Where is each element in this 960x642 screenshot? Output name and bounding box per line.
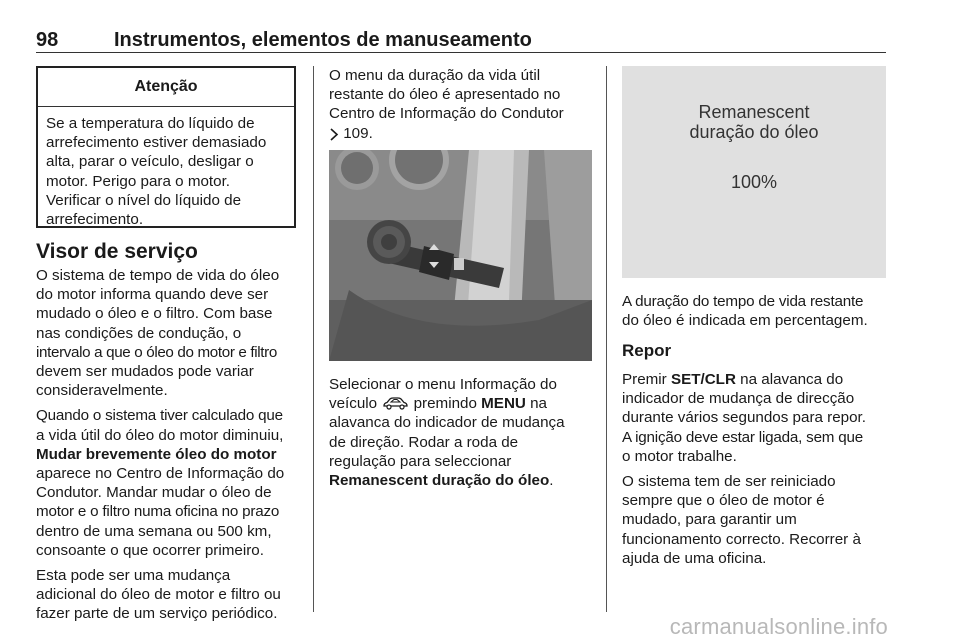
page-number: 98 [36, 29, 59, 51]
text-fragment: premindo [413, 395, 477, 413]
driver-info-display [622, 66, 886, 278]
page-reference[interactable] [329, 124, 599, 143]
note-line: alta, parar o veículo, desligar o [46, 153, 254, 171]
text-line: mudado o óleo e o filtro. Com base [36, 305, 273, 323]
chapter-title: Instrumentos, elementos de manuseamento [114, 29, 532, 51]
text-line [622, 370, 897, 389]
text-line: durante vários segundos para repor. [622, 409, 867, 427]
text-line: fazer parte de um serviço periódico. [36, 605, 278, 623]
display-title-line2: duração do óleo [689, 122, 819, 142]
text-line: Selecionar o menu Informação do [329, 376, 557, 393]
note-line: arrefecimento estiver demasiado [46, 134, 267, 152]
text-line: restante do óleo é apresentado no [329, 86, 561, 104]
text-line: A duração do tempo de vida restante [622, 293, 864, 310]
display-caption [622, 292, 897, 330]
text-line: Quando o sistema tiver calculado que [36, 407, 283, 425]
message-oil-change-soon: Mudar brevemente óleo do motor [36, 445, 277, 463]
text-line: sempre que o óleo de motor é [622, 492, 825, 510]
text-fragment: veículo [329, 395, 378, 413]
oil-life-percentage: 100% [730, 172, 778, 192]
note-line: motor. Perigo para o motor. [46, 172, 231, 190]
text-line: A ignição deve estar ligada, sem que [622, 428, 864, 446]
text-line: intervalo a que o óleo do motor e filtro [36, 343, 277, 361]
text-line: motor e o filtro numa oficina no prazo [36, 503, 280, 521]
column-divider-1 [313, 66, 314, 612]
section-body [36, 266, 306, 630]
text-line: dentro de uma semana ou 500 km, [36, 522, 272, 540]
text-line: indicador de mudança de direcção [622, 390, 855, 408]
text-line: devem ser mudados pode variar [36, 363, 254, 381]
display-title-line1: Remanescent [698, 102, 810, 122]
attention-heading: Atenção [38, 68, 294, 107]
turn-signal-lever-photo [329, 150, 592, 361]
paragraph-reset [622, 370, 897, 466]
paragraph-additional-change [36, 566, 306, 624]
text-line: consideravelmente. [36, 382, 168, 400]
text-line [329, 394, 604, 413]
paragraph-oil-change-warning [36, 406, 306, 560]
reset-heading: Repor [622, 341, 672, 360]
note-line: Verificar o nível do líquido de [46, 191, 242, 209]
text-line: do motor informa quando deve ser [36, 286, 269, 304]
paragraph-reset-requirement [622, 472, 897, 568]
text-line: do óleo é indicada em percentagem. [622, 312, 868, 330]
menu-button-label: MENU [481, 395, 526, 413]
page-header [36, 28, 886, 52]
header-rule [36, 52, 886, 53]
text-line: O menu da duração da vida útil [329, 67, 541, 84]
page-reference-icon [329, 128, 339, 141]
text-fragment: . [549, 472, 554, 490]
text-line: Centro de Informação do Condutor [329, 105, 564, 123]
text-fragment: na alavanca do [740, 371, 844, 388]
text-line: regulação para seleccionar [329, 452, 512, 470]
note-line: Se a temperatura do líquido de [46, 115, 255, 132]
text-line: aparece no Centro de Informação do [36, 465, 285, 483]
text-line: consoante o que ocorrer primeiro. [36, 541, 264, 559]
note-line: arrefecimento. [46, 211, 144, 229]
section-heading: Visor de serviço [36, 240, 198, 263]
text-line: a vida útil do óleo do motor diminuiu, [36, 426, 284, 444]
text-line: ajuda de uma oficina. [622, 549, 767, 567]
car-icon [381, 395, 409, 411]
text-fragment: Premir [622, 371, 667, 388]
text-line: mudado, para garantir um [622, 511, 797, 529]
text-line: O sistema de tempo de vida do óleo [36, 267, 280, 284]
attention-text [38, 107, 294, 229]
watermark: carmanualsonline.info [669, 614, 888, 639]
text-line [329, 471, 604, 490]
paragraph-oil-life-system [36, 266, 306, 400]
text-fragment: na [530, 395, 548, 413]
page-reference-number: 109. [343, 124, 373, 142]
menu-item-oil-life: Remanescent duração do óleo [329, 472, 550, 490]
attention-note [36, 66, 296, 228]
text-line: adicional do óleo de motor e filtro ou [36, 586, 281, 604]
text-line: o motor trabalhe. [622, 447, 737, 465]
column-divider-2 [606, 66, 607, 612]
text-line: Condutor. Mandar mudar o óleo de [36, 484, 272, 502]
middle-intro [329, 66, 599, 143]
text-line: nas condições de condução, o [36, 324, 242, 342]
text-line: funcionamento correcto. Recorrer à [622, 530, 861, 548]
text-line: alavanca do indicador de mudança [329, 414, 565, 432]
middle-select-instructions [329, 375, 604, 490]
text-line: O sistema tem de ser reiniciado [622, 473, 836, 491]
reset-instructions [622, 370, 897, 574]
text-line: Esta pode ser uma mudança [36, 567, 231, 585]
text-line: de direção. Rodar a roda de [329, 433, 519, 451]
set-clr-button-label: SET/CLR [670, 371, 736, 388]
